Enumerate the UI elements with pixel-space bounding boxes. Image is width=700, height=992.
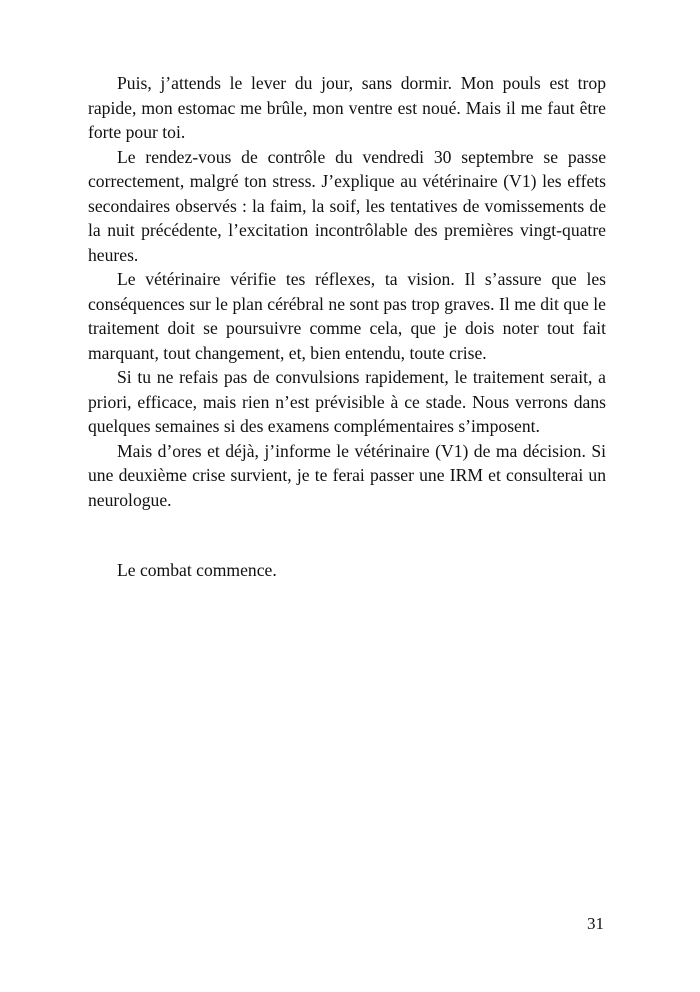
closing-line: Le combat commence. <box>117 560 277 580</box>
paragraph: Puis, j’attends le lever du jour, sans dormir. Mon pouls est trop rapide, mon estomac me brûle, mon ventre est noué. Mais il me faut être forte pour toi. <box>88 73 606 142</box>
body-text <box>88 71 606 512</box>
paragraph: Le rendez-vous de contrôle du vendredi 30 septembre se passe correctement, malgré ton stress. J’explique au vétérinaire (V1) les effets secondaires observés : la faim, la soif, les tentatives de vomissements de la nuit précédente, l’excitation incontrôlable des premières vingt-quatre heures. <box>88 146 606 265</box>
page-number: 31 <box>587 914 604 933</box>
paragraph: Si tu ne refais pas de convulsions rapidement, le traitement serait, a priori, efficace, mais rien n’est prévisible à ce stade. Nous verrons dans quelques semaines si des examens complémentaires s’imposent. <box>88 367 606 436</box>
paragraph: Le vétérinaire vérifie tes réflexes, ta vision. Il s’assure que les conséquences sur le plan cérébral ne sont pas trop graves. Il me dit que le traitement doit se poursuivre comme cela, que je dois noter tout fait marquant, tout changement, et, bien entendu, toute crise. <box>88 269 606 363</box>
paragraph: Mais d’ores et déjà, j’informe le vétérinaire (V1) de ma décision. Si une deuxième crise survient, je te ferai passer une IRM et consulterai un neurologue. <box>88 440 606 510</box>
